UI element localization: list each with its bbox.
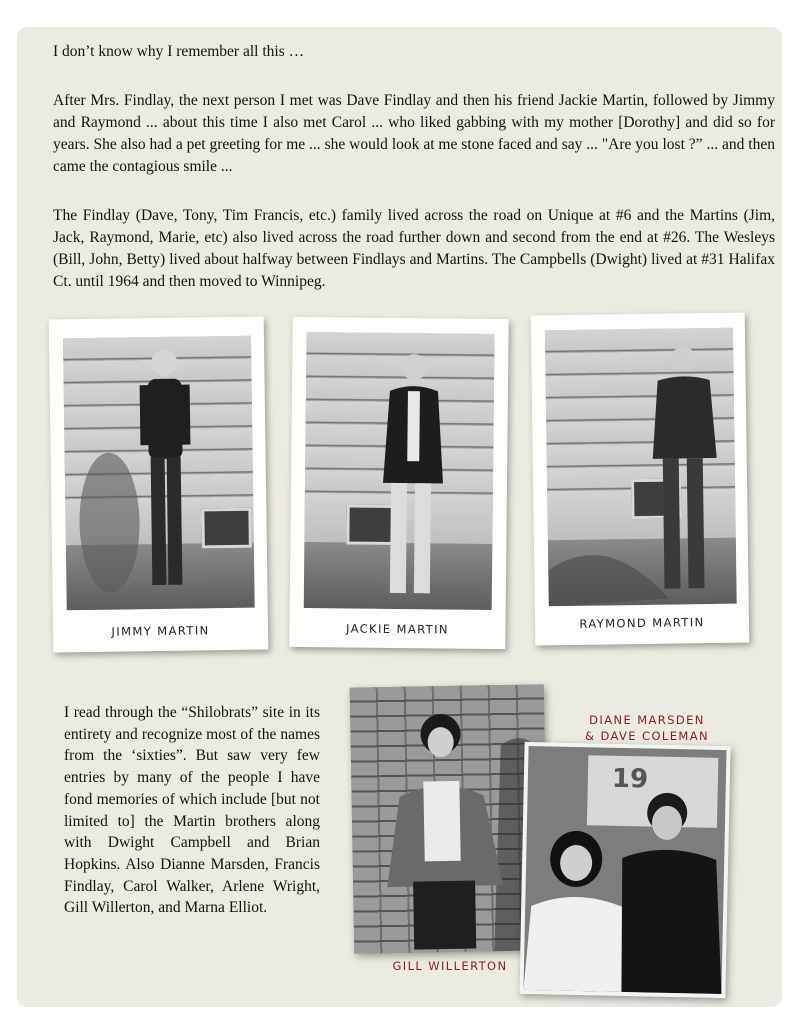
figure-silhouette bbox=[523, 746, 726, 994]
paragraph-findlay: After Mrs. Findlay, the next person I met was Dave Findlay and then his friend Jackie Martin, followed by Jimmy and Raymond ... about this time I also met Carol ... who liked gabbing with my mother [Dorothy] and did so for years. She also had a pet greeting for me ... she would look at me stone faced and say ... "Are you lost ?” ... and then came the contagious smile ... bbox=[53, 92, 775, 175]
sign-text: 19 bbox=[611, 763, 649, 795]
polaroid-raymond-martin bbox=[531, 313, 750, 646]
polaroid-jimmy-martin bbox=[49, 317, 269, 653]
figure-silhouette bbox=[350, 684, 549, 953]
caption-jimmy-martin: JIMMY MARTIN bbox=[111, 623, 210, 639]
figure-silhouette bbox=[63, 336, 255, 611]
caption-gill-willerton: GILL WILLERTON bbox=[392, 959, 508, 973]
photo-jimmy-martin bbox=[63, 336, 255, 611]
caption-diane-dave-line2: & DAVE COLEMAN bbox=[585, 729, 709, 743]
photo-jackie-martin bbox=[304, 332, 495, 610]
paragraph-shilobrats: I read through the “Shilobrats” site in its entirety and recognize most of the names from the ‘sixties”. But saw very few entries by many of the people I have fond memories of which include [but not limited to] the Martin brothers along with Dwight Campbell and Brian Hopkins. Also Dianne Marsden, Francis Findlay, Carol Walker, Arlene Wright, Gill Willerton, and Marna Elliot. bbox=[64, 704, 320, 917]
photo-gill-willerton bbox=[350, 684, 549, 953]
photo-raymond-martin bbox=[545, 328, 737, 607]
paragraph-families: The Findlay (Dave, Tony, Tim Francis, etc.) family lived across the road on Unique at #6 and the Martins (Jim, Jack, Raymond, Marie, etc) also lived across the road further down and second from the end at #26. The Wesleys (Bill, John, Betty) lived about halfway between Findlays and Martins. The Campbells (Dwight) lived at #31 Halifax Ct. until 1964 and then moved to Winnipeg. bbox=[53, 207, 775, 290]
figure-silhouette bbox=[304, 332, 495, 610]
caption-raymond-martin: RAYMOND MARTIN bbox=[579, 615, 705, 631]
caption-diane-dave bbox=[582, 712, 712, 744]
caption-jackie-martin: JACKIE MARTIN bbox=[345, 621, 449, 637]
paragraph-intro: I don’t know why I remember all this … bbox=[53, 43, 305, 60]
polaroid-jackie-martin bbox=[289, 317, 508, 649]
figure-silhouette bbox=[545, 328, 737, 607]
caption-diane-dave-line1: DIANE MARSDEN bbox=[589, 713, 705, 727]
photo-diane-dave bbox=[519, 742, 730, 998]
